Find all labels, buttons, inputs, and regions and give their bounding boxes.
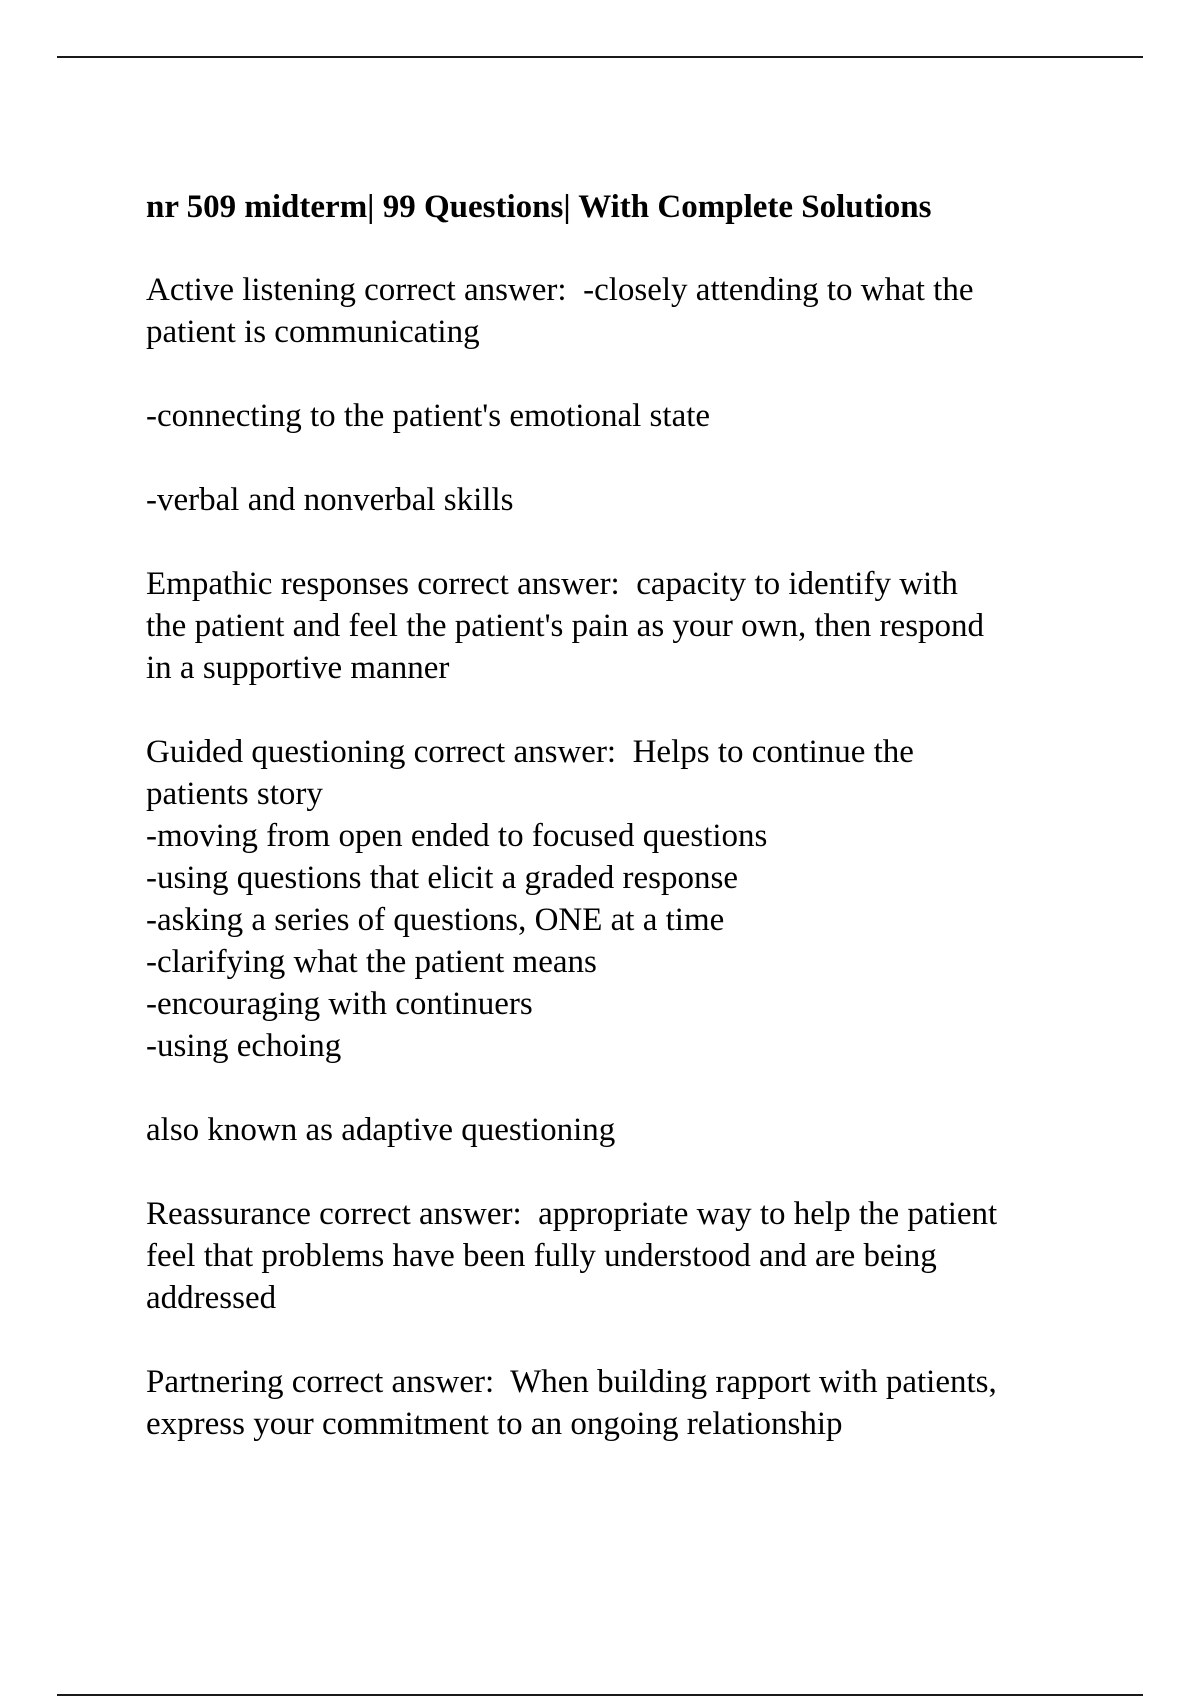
- text-line: -moving from open ended to focused questions: [146, 818, 768, 854]
- text-line: the patient and feel the patient's pain as your own, then respond: [146, 608, 985, 644]
- entry-active-listening: [146, 269, 1106, 353]
- text-line: Active listening correct answer: -closely attending to what the: [146, 272, 974, 308]
- text-line: -asking a series of questions, ONE at a time: [146, 902, 725, 938]
- text-line: -verbal and nonverbal skills: [146, 482, 514, 518]
- text-line: Empathic responses correct answer: capacity to identify with: [146, 566, 958, 602]
- text-line: -clarifying what the patient means: [146, 944, 597, 980]
- document-body: [146, 186, 1106, 1487]
- entry-adaptive-questioning: [146, 1109, 1106, 1151]
- entry-empathic-responses: [146, 563, 1106, 689]
- text-line: -encouraging with continuers: [146, 986, 533, 1022]
- text-line: -connecting to the patient's emotional state: [146, 398, 711, 434]
- entry-guided-questioning: [146, 731, 1106, 1067]
- text-line: patients story: [146, 776, 323, 812]
- text-line: also known as adaptive questioning: [146, 1112, 616, 1148]
- text-line: Reassurance correct answer: appropriate way to help the patient: [146, 1196, 998, 1232]
- entry-emotional-state: [146, 395, 1106, 437]
- text-line: -using echoing: [146, 1028, 342, 1064]
- text-line: -using questions that elicit a graded response: [146, 860, 739, 896]
- header-rule: [57, 56, 1143, 58]
- text-line: patient is communicating: [146, 314, 480, 350]
- entry-reassurance: [146, 1193, 1106, 1319]
- text-line: addressed: [146, 1280, 277, 1316]
- footer-rule: [57, 1694, 1143, 1696]
- document-title: nr 509 midterm| 99 Questions| With Complete Solutions: [146, 189, 932, 225]
- text-line: in a supportive manner: [146, 650, 450, 686]
- text-line: Guided questioning correct answer: Helps to continue the: [146, 734, 914, 770]
- entry-verbal-skills: [146, 479, 1106, 521]
- entry-partnering: [146, 1361, 1106, 1445]
- text-line: Partnering correct answer: When building rapport with patients,: [146, 1364, 997, 1400]
- text-line: express your commitment to an ongoing relationship: [146, 1406, 843, 1442]
- text-line: feel that problems have been fully understood and are being: [146, 1238, 937, 1274]
